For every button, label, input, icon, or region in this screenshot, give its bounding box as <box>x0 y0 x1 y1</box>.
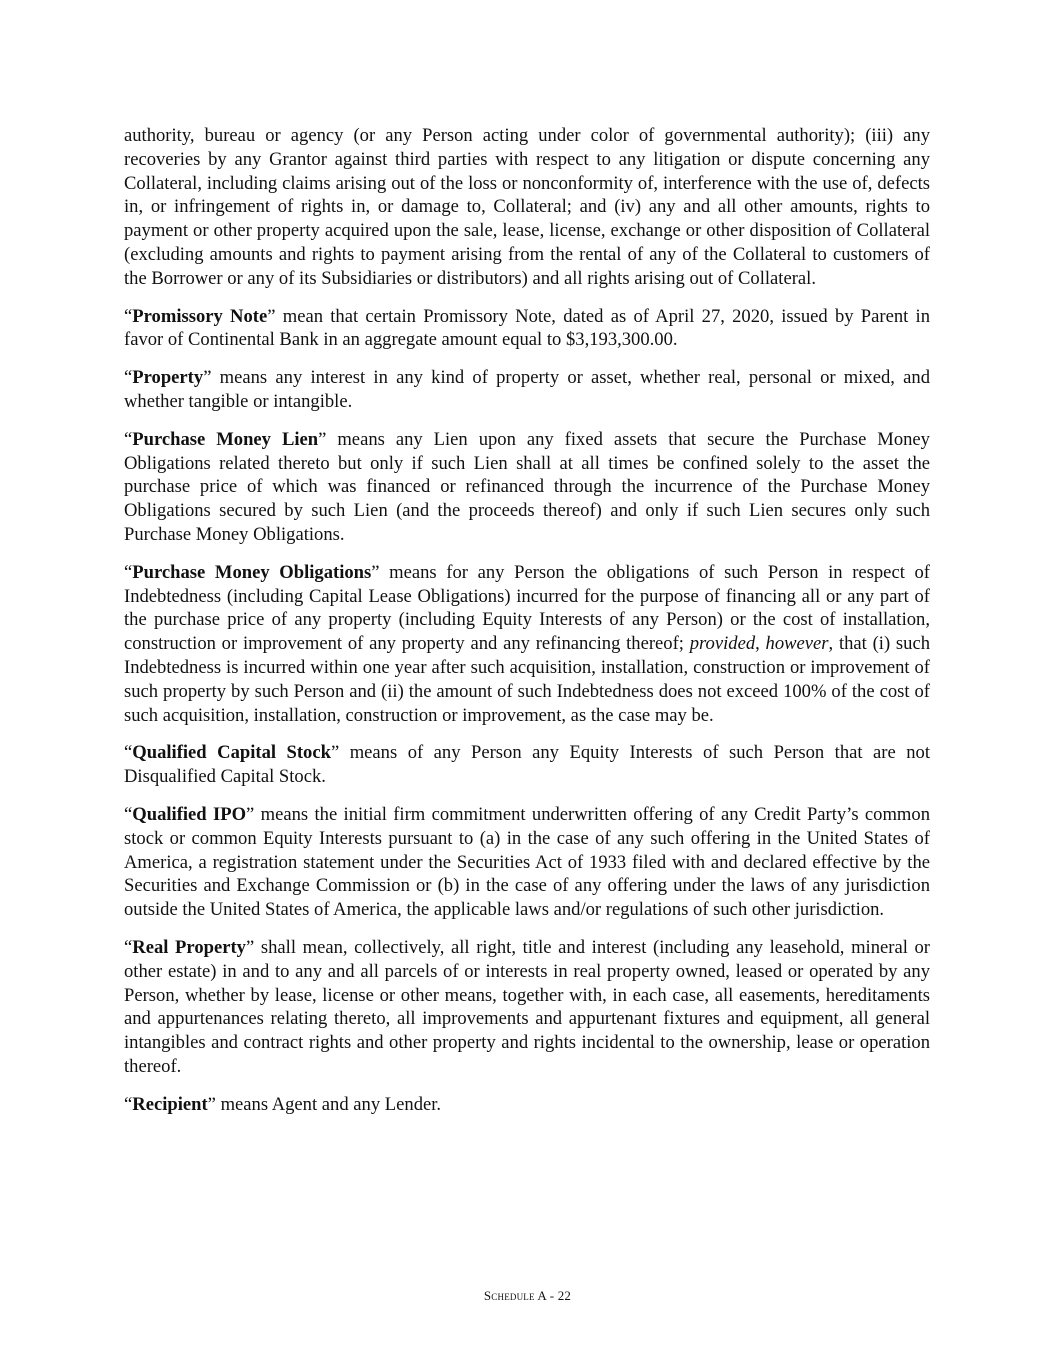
definition-text: means of any Person any Equity Interests of such Person that are not Disqualified Capital Stock. <box>124 742 930 788</box>
footer-page-label: Schedule A - 22 <box>483 1288 572 1303</box>
close-quote: ” <box>267 305 276 327</box>
definition-purchase-money-obligations <box>124 561 930 728</box>
open-quote: “ <box>124 367 133 389</box>
definition-real-property <box>124 936 930 1079</box>
close-quote: ” <box>246 803 255 825</box>
close-quote: ” <box>330 742 340 764</box>
defined-term: Recipient <box>132 1093 208 1115</box>
definition-text: means any interest in any kind of property or asset, whether real, personal or mixed, and whether tangible or intangible. <box>124 367 930 412</box>
definition-qualified-ipo <box>124 803 930 922</box>
definition-text-a: means for any Person the obligations of such Person in respect of Indebtedness (including Capital Lease Obligations) incurred for the purpose of financing all or any part of the purchase price of any property (including Equity Interests of any Person) or the cost of installation, construction or improvement of any property and any refinancing thereof; <box>124 561 930 655</box>
open-quote: “ <box>124 428 133 450</box>
open-quote: “ <box>124 561 133 583</box>
open-quote: “ <box>124 1093 133 1115</box>
open-quote: “ <box>124 803 133 825</box>
close-quote: ” <box>371 561 380 583</box>
continuation-text: authority, bureau or agency (or any Person acting under color of governmental authority); (iii) any recoveries by any Grantor against third parties with respect to any litigation or dispute concerning any Collateral, including claims arising out of the loss or nonconformity of, interference with the use of, defects in, or infringement of rights in, or damage to, Collateral; and (iv) any and all other amounts, rights to payment or other property acquired upon the sale, lease, license, exchange or other disposition of Collateral (excluding amounts and rights to payment arising from the rental of any of the Collateral to customers of the Borrower or any of its Subsidiaries or distributors) and all rights arising out of Collateral. <box>124 125 930 289</box>
open-quote: “ <box>124 742 133 764</box>
definition-text: means any Lien upon any fixed assets that secure the Purchase Money Obligations related thereto but only if such Lien shall at all times be confined solely to the asset the purchase price of which was financed or refinanced through the incurrence of the Purchase Money Obligations secured by such Lien (and the proceeds thereof) and only if such Lien secures only such Purchase Money Obligations. <box>124 428 930 545</box>
document-page <box>124 124 930 1130</box>
close-quote: ” <box>203 367 212 389</box>
defined-term: Qualified Capital Stock <box>132 742 331 764</box>
definition-promissory-note <box>124 305 930 353</box>
open-quote: “ <box>124 936 133 958</box>
definition-text: shall mean, collectively, all right, title and interest (including any leasehold, mineral or other estate) in and to any and all parcels of or interests in real property owned, leased or operated by any Person, whether by lease, license or other means, together with, in each case, all easements, hereditaments and appurtenances relating thereto, all improvements and appurtenant fixtures and equipment, all general intangibles and contract rights and other property and rights incidental to the ownership, lease or operation thereof. <box>124 936 930 1077</box>
however-italic: however <box>765 633 829 655</box>
defined-term: Real Property <box>132 936 246 958</box>
provided-italic: provided <box>689 633 756 655</box>
close-quote: ” <box>207 1093 216 1115</box>
definition-qualified-capital-stock <box>124 741 930 789</box>
close-quote: ” <box>318 428 327 450</box>
continuation-paragraph <box>124 124 930 291</box>
defined-term: Qualified IPO <box>132 803 247 825</box>
defined-term: Promissory Note <box>132 305 268 327</box>
definition-text: mean that certain Promissory Note, dated as of April 27, 2020, issued by Parent in favor of Continental Bank in an aggregate amount equal to $3,193,300.00. <box>124 305 930 351</box>
definition-recipient <box>124 1093 930 1117</box>
defined-term: Purchase Money Lien <box>132 428 319 450</box>
close-quote: ” <box>245 936 255 958</box>
definition-text: means Agent and any Lender. <box>215 1093 442 1115</box>
page-footer <box>0 1288 1055 1304</box>
definition-text: means the initial firm commitment underwritten offering of any Credit Party’s common stock or common Equity Interests pursuant to (a) in the case of any such offering in the United States of America, a registration statement under the Securities Act of 1933 filed with and declared effective by the Securities and Exchange Commission or (b) in the case of any offering under the laws of any jurisdiction outside the United States of America, the applicable laws and/or regulations of such other jurisdiction. <box>124 803 930 921</box>
definition-purchase-money-lien <box>124 428 930 547</box>
open-quote: “ <box>124 305 133 327</box>
definition-text-b: , that (i) such Indebtedness is incurred within one year after such acquisition, installation, construction or improvement of such property by such Person and (ii) the amount of such Indebtedness does not exceed 100% of the cost of such acquisition, installation, construction or improvement, as the case may be. <box>124 633 931 726</box>
comma: , <box>755 633 766 655</box>
defined-term: Purchase Money Obligations <box>132 561 372 583</box>
definition-property <box>124 366 930 414</box>
defined-term: Property <box>132 367 204 389</box>
